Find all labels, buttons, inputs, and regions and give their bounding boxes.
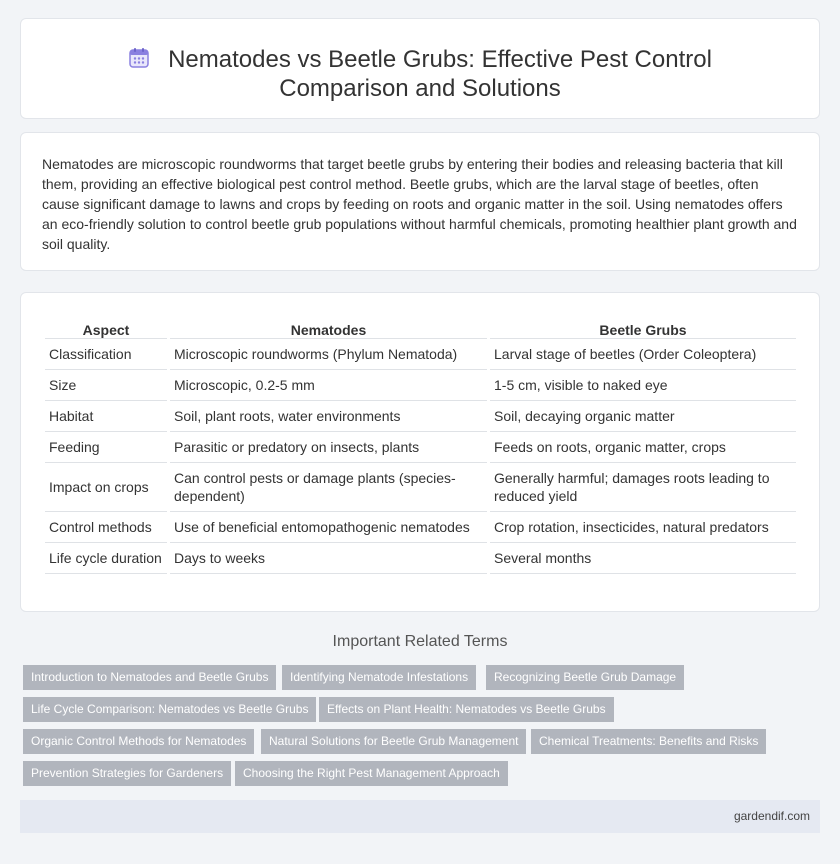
page-title: Nematodes vs Beetle Grubs: Effective Pest Control Comparison and Solutions bbox=[168, 46, 712, 102]
footer-site[interactable]: gardendif.com bbox=[733, 809, 810, 823]
table-cell: Soil, decaying organic matter bbox=[490, 401, 796, 432]
table-row bbox=[45, 339, 796, 370]
related-term-tag[interactable]: Recognizing Beetle Grub Damage bbox=[486, 665, 684, 690]
related-terms-title: Important Related Terms bbox=[332, 633, 508, 650]
related-term-tag[interactable]: Choosing the Right Pest Management Approach bbox=[235, 761, 508, 786]
table-row bbox=[45, 370, 796, 401]
table-cell: Days to weeks bbox=[170, 543, 487, 574]
table-row bbox=[45, 512, 796, 543]
table-cell: Classification bbox=[45, 339, 167, 370]
intro-card bbox=[20, 132, 820, 271]
table-cell: Feeds on roots, organic matter, crops bbox=[490, 432, 796, 463]
related-term-tag[interactable]: Natural Solutions for Beetle Grub Management bbox=[261, 729, 526, 754]
header-beetle-grubs: Beetle Grubs bbox=[490, 313, 796, 339]
table-cell: Can control pests or damage plants (species-dependent) bbox=[170, 463, 487, 512]
table-cell: 1-5 cm, visible to naked eye bbox=[490, 370, 796, 401]
table-cell: Parasitic or predatory on insects, plants bbox=[170, 432, 487, 463]
related-term-tag[interactable]: Effects on Plant Health: Nematodes vs Beetle Grubs bbox=[319, 697, 614, 722]
table-header-row bbox=[45, 313, 796, 339]
related-term-tag[interactable]: Prevention Strategies for Gardeners bbox=[23, 761, 231, 786]
related-term-tag[interactable]: Organic Control Methods for Nematodes bbox=[23, 729, 254, 754]
table-cell: Generally harmful; damages roots leading to reduced yield bbox=[490, 463, 796, 512]
table-row bbox=[45, 463, 796, 512]
related-term-tag[interactable]: Identifying Nematode Infestations bbox=[282, 665, 476, 690]
table-row bbox=[45, 543, 796, 574]
table-cell: Soil, plant roots, water environments bbox=[170, 401, 487, 432]
table-cell: Crop rotation, insecticides, natural predators bbox=[490, 512, 796, 543]
table-cell: Life cycle duration bbox=[45, 543, 167, 574]
table-cell: Larval stage of beetles (Order Coleoptera) bbox=[490, 339, 796, 370]
table-cell: Habitat bbox=[45, 401, 167, 432]
intro-paragraph: Nematodes are microscopic roundworms that target beetle grubs by entering their bodies and releasing bacteria that kill them, providing an effective biological pest control method. Beetle grubs, which are the larval stage of beetles, often cause significant damage to lawns and crops by feeding on roots and organic matter in the soil. Using nematodes offers an eco-friendly solution to control beetle grub populations without harmful chemicals, promoting healthier plant growth and soil quality. bbox=[42, 156, 797, 252]
related-term-tag[interactable]: Introduction to Nematodes and Beetle Grubs bbox=[23, 665, 276, 690]
table-row bbox=[45, 432, 796, 463]
page-title-wrap bbox=[61, 45, 779, 103]
footer bbox=[20, 800, 820, 833]
header-aspect: Aspect bbox=[45, 313, 167, 339]
table-cell: Microscopic roundworms (Phylum Nematoda) bbox=[170, 339, 487, 370]
table-cell: Microscopic, 0.2-5 mm bbox=[170, 370, 487, 401]
table-cell: Size bbox=[45, 370, 167, 401]
table-row bbox=[45, 401, 796, 432]
header-nematodes: Nematodes bbox=[170, 313, 487, 339]
comparison-table bbox=[42, 313, 799, 574]
table-cell: Impact on crops bbox=[45, 463, 167, 512]
title-card bbox=[20, 18, 820, 119]
related-term-tag[interactable]: Life Cycle Comparison: Nematodes vs Beetle Grubs bbox=[23, 697, 316, 722]
comparison-card bbox=[20, 292, 820, 612]
table-cell: Several months bbox=[490, 543, 796, 574]
table-cell: Use of beneficial entomopathogenic nematodes bbox=[170, 512, 487, 543]
table-cell: Feeding bbox=[45, 432, 167, 463]
calendar-icon bbox=[128, 47, 150, 69]
related-term-tag[interactable]: Chemical Treatments: Benefits and Risks bbox=[531, 729, 766, 754]
table-cell: Control methods bbox=[45, 512, 167, 543]
